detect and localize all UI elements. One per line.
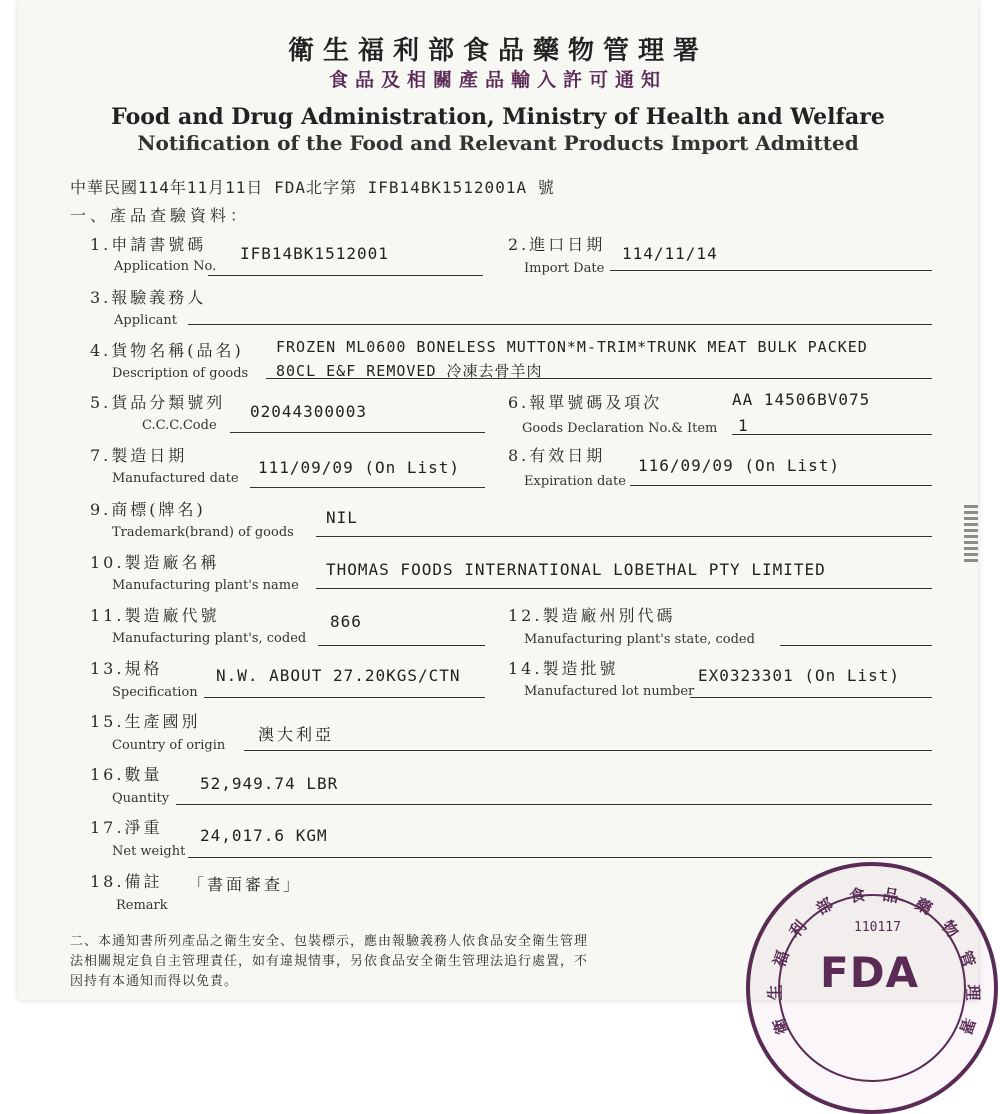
fda-seal-ring-char: 生 [765, 984, 785, 1001]
applicant-line [188, 324, 932, 325]
fda-seal-ring-char: 利 [785, 916, 811, 942]
field-label-remark: 18.備註 [90, 872, 163, 891]
manufactured-date-value: 111/09/09 (On List) [258, 458, 461, 477]
field-label-application-no-en: Application No. [114, 259, 217, 274]
document-number: 中華民國114年11月11日 FDA北字第 IFB14BK1512001A 號 [70, 178, 555, 197]
field-label-applicant: 3.報驗義務人 [90, 288, 207, 307]
fda-seal-ring-char: 部 [812, 894, 837, 919]
footer-line-3: 因持有本通知而得以免責。 [70, 974, 239, 989]
specification-line [204, 697, 485, 698]
country-of-origin-value: 澳大利亞 [258, 725, 335, 744]
ccc-code-value: 02044300003 [250, 402, 367, 421]
fda-seal-code: 110117 [854, 920, 901, 935]
title-zh: 衛生福利部食品藥物管理署 [287, 36, 708, 66]
trademark-value: NIL [326, 508, 358, 527]
fda-seal-ring-char: 食 [847, 884, 867, 906]
import-date-line [610, 270, 932, 271]
expiration-date-value: 116/09/09 (On List) [638, 456, 841, 475]
country-of-origin-line [244, 750, 932, 751]
field-label-remark-en: Remark [116, 898, 168, 913]
fda-seal-ring-char: 理 [963, 984, 983, 1001]
field-label-net-weight: 17.淨重 [90, 818, 163, 837]
field-label-goods-declaration: 6.報單號碼及項次 [508, 393, 663, 412]
application-no-line [208, 275, 483, 276]
field-label-specification: 13.規格 [90, 659, 163, 678]
manufactured-date-line [250, 487, 485, 488]
field-label-application-no: 1.申請書號碼 [90, 235, 207, 254]
subtitle-zh: 食品及相關產品輸入許可通知 [328, 69, 667, 91]
subtitle-en: Notification of the Food and Relevant Products Import Admitted [137, 131, 859, 155]
lot-number-value: EX0323301 (On List) [698, 666, 901, 685]
edge-mark [964, 505, 978, 565]
specification-value: N.W. ABOUT 27.20KGS/CTN [216, 666, 461, 685]
field-label-plant-code: 11.製造廠代號 [90, 606, 220, 625]
section-title: 一、產品查驗資料： [70, 206, 251, 225]
field-label-import-date: 2.進口日期 [508, 235, 606, 254]
fda-seal-ring-char: 管 [955, 947, 979, 970]
plant-state-line [780, 645, 932, 646]
field-label-ccc-code: 5.貨品分類號列 [90, 393, 226, 412]
description-value-line-2: 80CL E&F REMOVED 冷凍去骨羊肉 [276, 362, 543, 380]
description-value-line-1: FROZEN ML0600 BONELESS MUTTON*M-TRIM*TRUNK MEAT BULK PACKED [276, 338, 868, 356]
fda-seal-ring-char: 藥 [911, 894, 936, 919]
field-label-quantity: 16.數量 [90, 765, 163, 784]
field-label-trademark: 9.商標(牌名) [90, 500, 206, 519]
field-label-plant-name-en: Manufacturing plant's name [112, 578, 299, 593]
field-label-ccc-code-en: C.C.C.Code [142, 418, 217, 433]
expiration-date-line [630, 485, 932, 486]
plant-code-line [318, 645, 485, 646]
remark-value: 「書面審查」 [188, 875, 303, 894]
footer-notice [70, 932, 710, 992]
field-label-plant-state: 12.製造廠州別代碼 [508, 606, 676, 625]
fda-seal-ring-char: 衛 [769, 1015, 793, 1038]
field-label-lot-number: 14.製造批號 [508, 659, 619, 678]
field-label-plant-code-en: Manufacturing plant's, coded [112, 631, 307, 646]
goods-declaration-item-value: 1 [738, 416, 749, 435]
quantity-line [176, 804, 932, 805]
title-en: Food and Drug Administration, Ministry of Health and Welfare [111, 104, 885, 130]
fda-seal-ring-char: 福 [769, 947, 793, 970]
field-label-quantity-en: Quantity [112, 791, 170, 806]
plant-name-line [316, 588, 932, 589]
description-line [266, 378, 932, 379]
fda-seal-ring-char: 署 [955, 1015, 979, 1038]
net-weight-line [188, 857, 932, 858]
footer-line-2: 法相關規定負自主管理責任，如有違規情事，另依食品安全衛生管理法追行處置，不 [70, 954, 589, 969]
ccc-code-line [230, 432, 485, 433]
field-label-lot-number-en: Manufactured lot number [524, 684, 695, 699]
field-label-applicant-en: Applicant [114, 313, 177, 328]
quantity-value: 52,949.74 LBR [200, 774, 339, 793]
trademark-line [316, 536, 932, 537]
fda-seal-ring-char: 物 [937, 916, 963, 942]
field-label-expiration-date: 8.有效日期 [508, 446, 606, 465]
document-sheet [18, 0, 983, 1038]
footer-line-1: 二、本通知書所列產品之衛生安全、包裝標示，應由報驗義務人依食品安全衛生管理 [70, 934, 589, 949]
field-label-trademark-en: Trademark(brand) of goods [112, 525, 294, 540]
goods-declaration-line [732, 434, 932, 435]
field-label-specification-en: Specification [112, 685, 198, 700]
field-label-country-of-origin: 15.生產國別 [90, 712, 201, 731]
application-no-value: IFB14BK1512001 [240, 244, 389, 263]
field-label-description: 4.貨物名稱(品名) [90, 341, 244, 360]
import-date-value: 114/11/14 [622, 244, 718, 263]
field-label-plant-state-en: Manufacturing plant's state, coded [524, 632, 755, 647]
goods-declaration-value: AA 14506BV075 [732, 390, 871, 409]
lot-number-line [690, 697, 932, 698]
net-weight-value: 24,017.6 KGM [200, 826, 328, 845]
field-label-manufactured-date-en: Manufactured date [112, 471, 239, 486]
field-label-country-of-origin-en: Country of origin [112, 738, 226, 753]
fda-logo: FDA [820, 948, 920, 997]
fda-seal-ring-char: 品 [881, 884, 901, 906]
field-label-expiration-date-en: Expiration date [524, 474, 626, 489]
fda-seal-stamp [746, 862, 998, 1114]
field-label-description-en: Description of goods [112, 366, 249, 381]
field-label-net-weight-en: Net weight [112, 844, 186, 859]
field-label-import-date-en: Import Date [524, 261, 605, 276]
plant-name-value: THOMAS FOODS INTERNATIONAL LOBETHAL PTY LIMITED [326, 560, 826, 579]
field-label-plant-name: 10.製造廠名稱 [90, 553, 220, 572]
plant-code-value: 866 [330, 612, 362, 631]
field-label-manufactured-date: 7.製造日期 [90, 446, 188, 465]
field-label-goods-declaration-en: Goods Declaration No.& Item [522, 421, 718, 436]
